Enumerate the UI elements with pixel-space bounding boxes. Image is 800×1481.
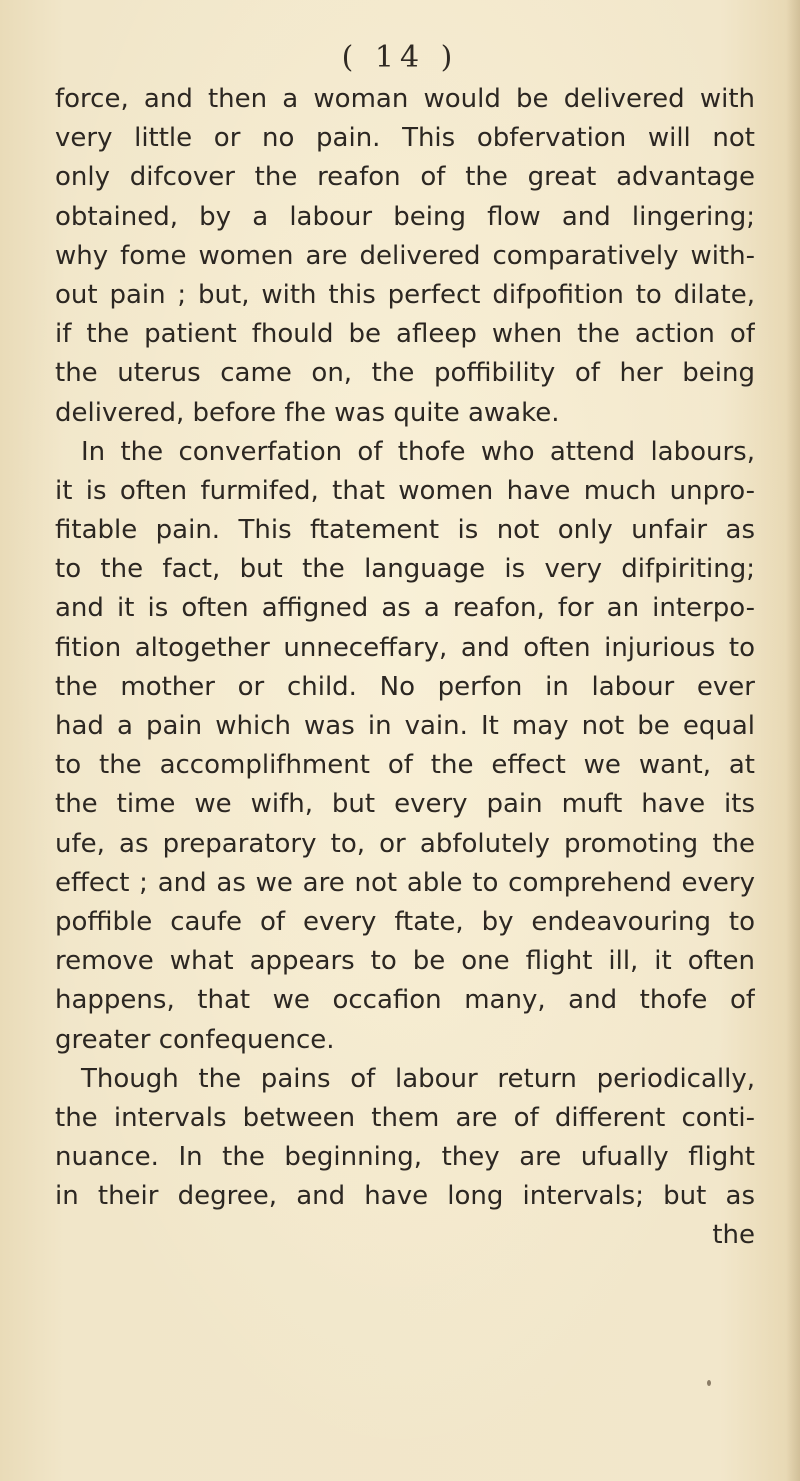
text-line: only difcover the reafon of the great advantage [55, 162, 755, 193]
text-line: the mother or child. No perfon in labour ever [55, 671, 755, 702]
text-line: fition altogether unneceffary, and often injurious to [55, 632, 755, 663]
text-line: obtained, by a labour being flow and lingering; [55, 201, 755, 232]
text-line: the time we wifh, but every pain muft have its [55, 789, 755, 820]
text-line: had a pain which was in vain. It may not be equal [55, 711, 755, 741]
text-line: happens, that we occafion many, and thofe of [55, 985, 755, 1016]
catchword: the [712, 1220, 755, 1251]
text-line: if the patient fhould be afleep when the action of [55, 319, 755, 350]
text-line: very little or no pain. This obfervation will not [55, 123, 755, 154]
text-line: out pain ; but, with this perfect difpofition to dilate, [55, 279, 755, 310]
text-line: greater confequence. [55, 1024, 335, 1055]
paper-speck [707, 1380, 711, 1386]
text-line: ufe, as preparatory to, or abfolutely promoting the [55, 828, 755, 859]
text-line: delivered, before fhe was quite awake. [55, 397, 560, 428]
page-number: ( 14 ) [341, 40, 459, 75]
text-line: Though the pains of labour return periodically, [81, 1063, 755, 1094]
text-line: force, and then a woman would be delivered with [55, 84, 755, 114]
text-line: remove what appears to be one flight ill, it often [55, 946, 755, 977]
text-line: it is often furmifed, that women have much unpro- [55, 475, 755, 506]
text-line: in their degree, and have long intervals; but as [55, 1181, 755, 1212]
text-line: nuance. In the beginning, they are ufually flight [55, 1142, 755, 1173]
text-line: and it is often affigned as a reafon, for an interpo- [55, 593, 755, 624]
text-line: why fome women are delivered comparatively with- [55, 240, 755, 271]
body-text [55, 80, 755, 1256]
text-line: the intervals between them are of different conti- [55, 1102, 755, 1133]
page-edge-shadow [786, 0, 800, 1481]
text-line: the uterus came on, the poffibility of her being [55, 358, 755, 389]
text-line: poffible caufe of every ftate, by endeavouring to [55, 906, 755, 937]
text-line: effect ; and as we are not able to comprehend every [55, 867, 755, 898]
text-line: fitable pain. This ftatement is not only unfair as [55, 515, 755, 546]
text-line: to the accomplifhment of the effect we want, at [55, 750, 755, 781]
text-line: to the fact, but the language is very difpiriting; [55, 554, 755, 585]
text-line: In the converfation of thofe who attend labours, [81, 436, 755, 467]
